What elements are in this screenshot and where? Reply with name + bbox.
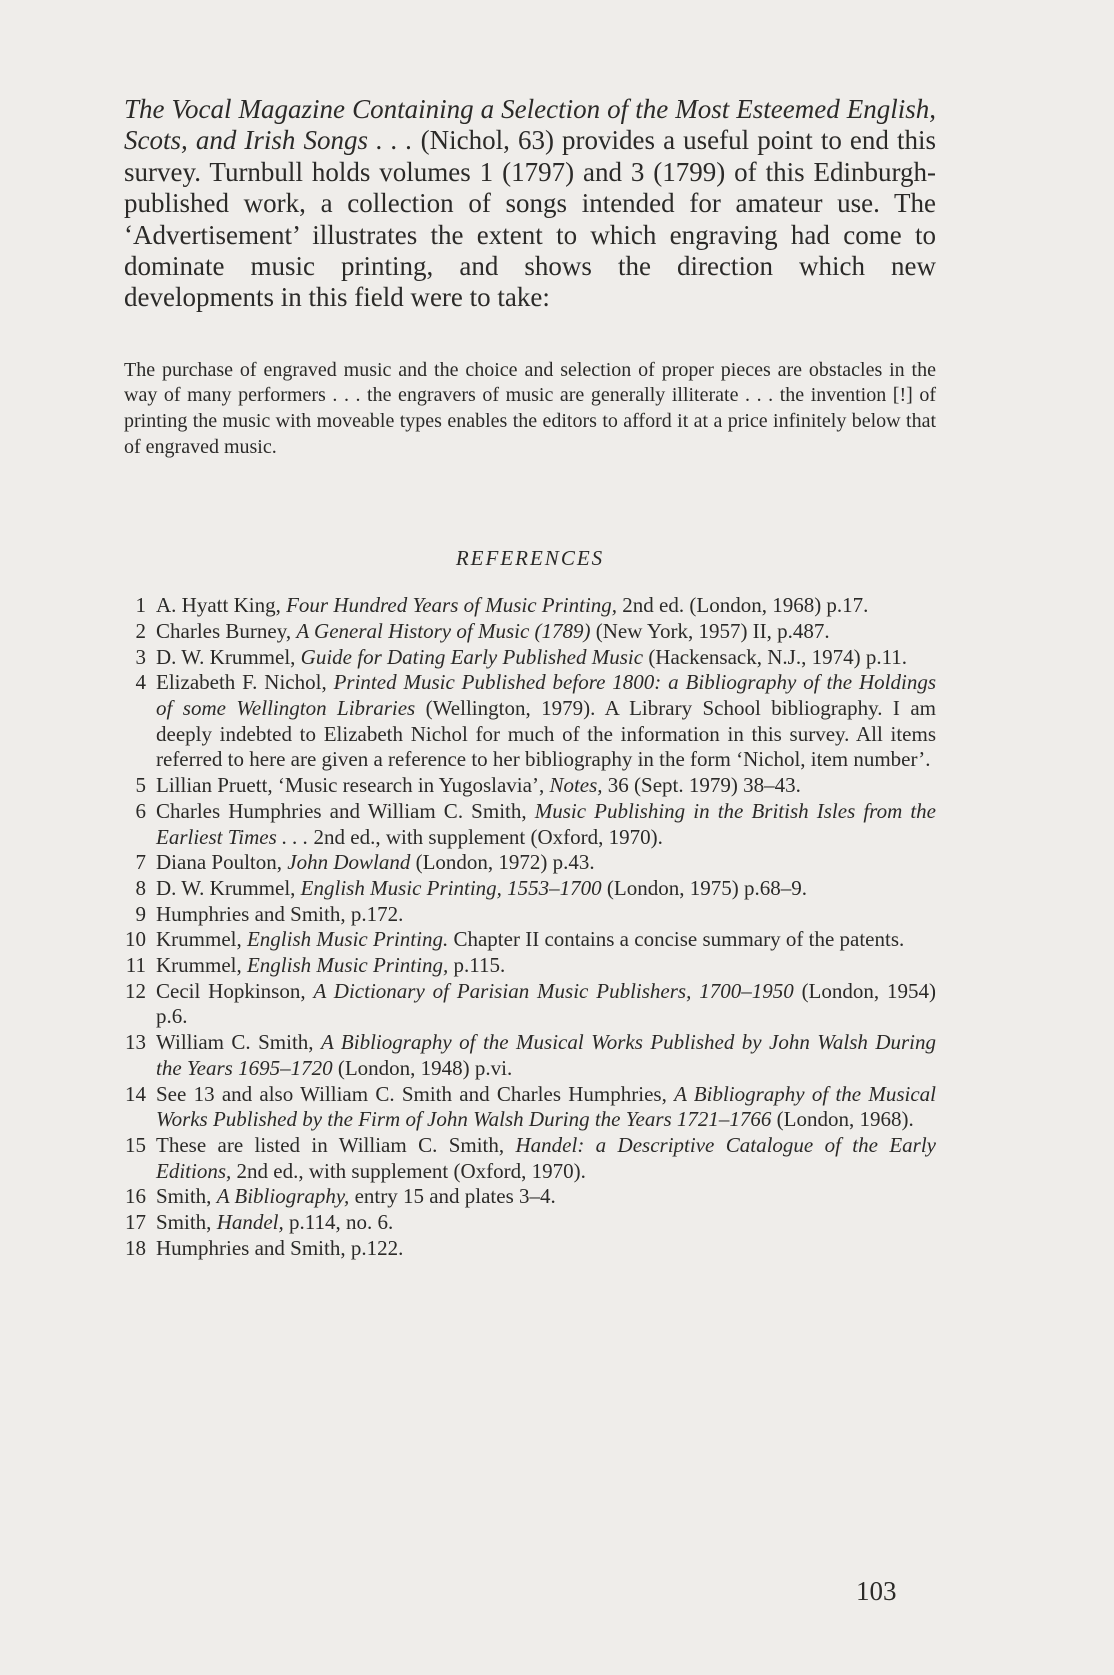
reference-text: A. Hyatt King, (156, 593, 287, 618)
references-list (124, 593, 936, 1261)
reference-text: Chapter II contains a concise summary of the patents. (448, 927, 905, 952)
reference-text: A Bibliography, (216, 1184, 350, 1209)
reference-number: 12 (125, 978, 146, 1003)
intro-paragraph (124, 94, 936, 314)
reference-item (124, 799, 936, 850)
reference-text: (London, 1954) p.6. (156, 978, 936, 1029)
reference-text: Printed Music Published before 1800: a Bibliography of the Holdings of some Wellington Libraries (156, 670, 936, 721)
reference-number: 13 (125, 1030, 146, 1055)
reference-item (124, 850, 936, 876)
reference-text: Guide for Dating Early Published Music (300, 644, 644, 669)
reference-text: (London, 1972) p.43. (410, 850, 595, 875)
reference-text: Krummel, (156, 927, 247, 952)
reference-text: A Bibliography of the Musical Works Published by John Walsh During the Years 1695–1720 (156, 1030, 936, 1080)
page-body (124, 94, 936, 1262)
intro-title: The Vocal Magazine Containing a Selection of the Most Esteemed English, Scots, and Irish Songs . . . (124, 94, 936, 156)
reference-number: 1 (135, 593, 146, 618)
reference-text: 2nd ed., with supplement (Oxford, 1970). (308, 824, 663, 849)
reference-text: These are listed in William C. Smith, (156, 1132, 516, 1157)
reference-item (124, 1210, 936, 1236)
reference-text: (Hackensack, N.J., 1974) p.11. (643, 644, 908, 669)
reference-item (124, 593, 936, 619)
reference-text: Cecil Hopkinson, (156, 978, 314, 1003)
reference-item (124, 773, 936, 799)
reference-text: 36 (Sept. 1979) 38–43. (602, 773, 801, 798)
reference-text: Handel: a Descriptive Catalogue of the Early Editions, (156, 1132, 936, 1183)
reference-text: English Music Printing. (246, 927, 449, 952)
reference-text: (London, 1968). (771, 1107, 914, 1132)
reference-number: 15 (125, 1132, 146, 1157)
reference-text: See 13 and also William C. Smith and Charles Humphries, (156, 1081, 675, 1106)
reference-item (124, 953, 936, 979)
reference-item (124, 670, 936, 773)
reference-number: 11 (125, 953, 146, 978)
reference-text: Smith, (156, 1184, 217, 1209)
reference-text: Humphries and Smith, p.122. (156, 1235, 404, 1260)
page-number: 103 (856, 1576, 897, 1606)
reference-number: 9 (135, 901, 146, 926)
intro-text: (Nichol, 63) provides a useful point to end this survey. Turnbull holds volumes 1 (1797) and 3 (1799) of this Edinburgh-published work, a collection of songs intended for amateur use. The ‘Advertisement’ illustrates the extent to which engraving had come to dominate music printing, and shows the direction which new developments in this field were to take: (124, 125, 937, 313)
reference-text: William C. Smith, (156, 1030, 322, 1055)
reference-text: 2nd ed., with supplement (Oxford, 1970). (231, 1158, 586, 1183)
reference-text: (London, 1948) p.vi. (332, 1055, 513, 1080)
reference-number: 6 (135, 798, 146, 823)
reference-text: 2nd ed. (London, 1968) p.17. (617, 593, 869, 618)
references-heading: REFERENCES (455, 546, 605, 571)
reference-item (124, 645, 936, 671)
reference-item (124, 979, 936, 1030)
reference-text: Handel, (216, 1210, 284, 1235)
reference-number: 4 (135, 670, 146, 695)
reference-text: (Wellington, 1979). A Library School bibliography. I am deeply indebted to Elizabeth Nichol for much of the information in this survey. All items referred to here are given a reference to her bibliography in the form ‘Nichol, item number’. (156, 696, 936, 772)
reference-text: Charles Burney, (156, 618, 297, 643)
reference-text: A General History of Music (1789) (296, 618, 591, 643)
reference-text: p.115. (448, 953, 506, 978)
reference-item (124, 619, 936, 645)
reference-item (124, 1184, 936, 1210)
reference-item (124, 902, 936, 928)
reference-text: English Music Printing, (246, 953, 449, 978)
reference-number: 3 (135, 644, 146, 669)
reference-number: 2 (135, 618, 146, 643)
reference-item (124, 1236, 936, 1262)
reference-number: 16 (125, 1184, 146, 1209)
reference-number: 7 (135, 850, 146, 875)
reference-text: English Music Printing, 1553–1700 (300, 875, 602, 900)
reference-text: Four Hundred Years of Music Printing, (286, 593, 618, 618)
reference-text: p.114, no. 6. (283, 1210, 394, 1235)
reference-text: D. W. Krummel, (156, 875, 301, 900)
reference-text: Humphries and Smith, p.172. (156, 901, 404, 926)
reference-text: Elizabeth F. Nichol, (156, 670, 334, 695)
reference-text: Krummel, (156, 953, 247, 978)
reference-text: entry 15 and plates 3–4. (349, 1184, 556, 1209)
reference-text: Smith, (156, 1210, 217, 1235)
reference-text: Notes, (549, 773, 603, 798)
reference-text: (New York, 1957) II, p.487. (590, 618, 830, 643)
reference-text: Lillian Pruett, ‘Music research in Yugoslavia’, (156, 773, 550, 798)
reference-text: A Dictionary of Parisian Music Publishers, 1700–1950 (313, 978, 794, 1003)
reference-text: John Dowland (287, 850, 411, 875)
reference-number: 10 (125, 927, 146, 952)
reference-text: (London, 1975) p.68–9. (601, 875, 807, 900)
reference-text: D. W. Krummel, (156, 644, 301, 669)
reference-number: 5 (135, 773, 146, 798)
reference-text: Music Publishing in the British Isles from the Earliest Times . . . (156, 798, 936, 849)
reference-number: 18 (125, 1235, 146, 1260)
reference-text: Diana Poulton, (156, 850, 288, 875)
reference-text: A Bibliography of the Musical Works Published by the Firm of John Walsh During the Years 1721–1766 (156, 1081, 937, 1132)
reference-item (124, 927, 936, 953)
block-quote: The purchase of engraved music and the choice and selection of proper pieces are obstacles in the way of many performers . . . the engravers of music are generally illiterate . . . the invention [!] of printing the music with moveable types enables the editors to afford it at a price infinitely below that of engraved music. (124, 358, 936, 458)
reference-item (124, 876, 936, 902)
reference-item (124, 1133, 936, 1184)
reference-item (124, 1030, 936, 1081)
reference-item (124, 1082, 936, 1133)
reference-number: 17 (125, 1210, 146, 1235)
reference-number: 8 (135, 875, 146, 900)
reference-text: Charles Humphries and William C. Smith, (156, 798, 535, 823)
reference-number: 14 (125, 1081, 146, 1106)
